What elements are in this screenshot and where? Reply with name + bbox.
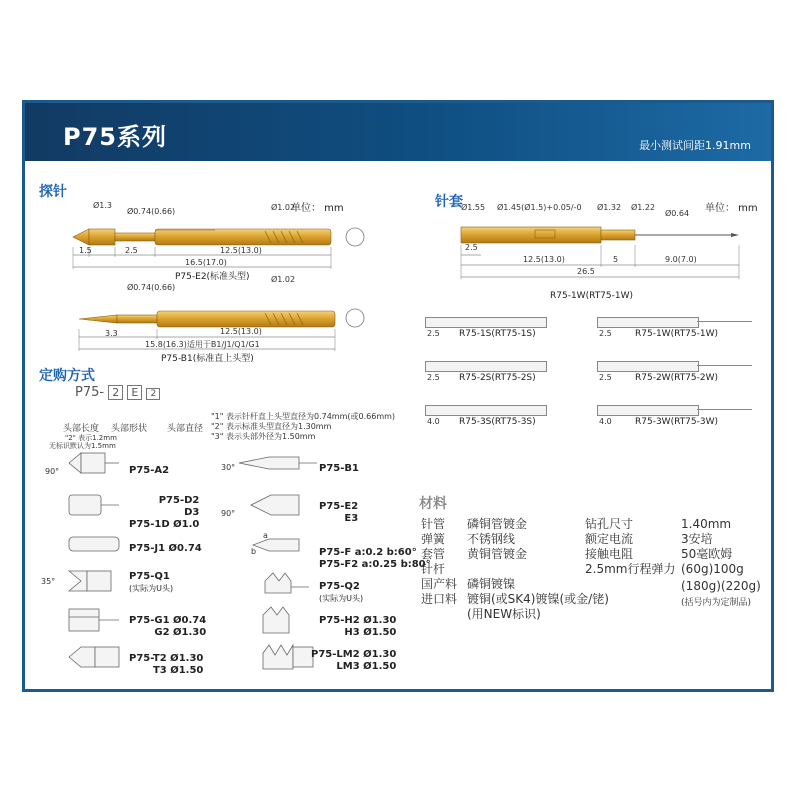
material-row: 针杆 bbox=[421, 562, 446, 576]
b1-total-length: 15.8(16.3)适用于B1/J1/Q1/G1 bbox=[145, 340, 260, 349]
rec-dim-b: 12.5(13.0) bbox=[523, 255, 565, 264]
rec-dim-d: 9.0(7.0) bbox=[665, 255, 697, 264]
title-banner bbox=[25, 103, 771, 161]
rec-dim-c: 5 bbox=[613, 255, 619, 264]
rec-dim-total: 26.5 bbox=[577, 267, 595, 276]
b1-barrel-length: 12.5(13.0) bbox=[220, 327, 262, 336]
material-row: 弹簧 不锈钢线 bbox=[421, 532, 516, 546]
tip-g-label: P75-G1 Ø0.74 G2 Ø1.30 bbox=[129, 615, 207, 638]
variant-2w: 2.5 R75-2W(RT75-2W) bbox=[597, 353, 767, 393]
receptacle-variants bbox=[425, 309, 765, 437]
material-row: 进口料 镀铜(或SK4)镀镍(或金/铑) bbox=[421, 592, 609, 606]
order-code-shape: E bbox=[127, 385, 142, 400]
e2-caption: P75-E2(标准头型) bbox=[175, 272, 250, 282]
custom-note: (括号内为定制品) bbox=[681, 598, 752, 608]
tip-f-label: P75-F a:0.2 b:60° P75-F2 a:0.25 b:80° bbox=[319, 547, 431, 570]
angle-90b: 90° bbox=[221, 509, 236, 518]
spec-row: 额定电流 3安培 bbox=[585, 532, 713, 546]
variant-1s: 2.5 R75-1S(RT75-1S) bbox=[425, 309, 595, 349]
tip-a2-label: P75-A2 bbox=[129, 465, 170, 476]
spec-row: 钻孔尺寸 1.40mm bbox=[585, 517, 732, 531]
angle-b: b bbox=[251, 547, 257, 556]
tip-q2-label: P75-Q2 (实际为U头) bbox=[319, 581, 364, 603]
e2-total-length: 16.5(17.0) bbox=[185, 258, 227, 267]
e2-tip-diameter: Ø1.3 bbox=[93, 201, 113, 210]
probe-unit: 单位： mm bbox=[291, 203, 344, 214]
tip-q1-label: P75-Q1 (实际为U头) bbox=[129, 571, 174, 593]
diameter-option-1: "1" 表示针杆直上头型直径为0.74mm(或0.66mm) bbox=[211, 412, 396, 421]
field-head-shape: 头部形状 bbox=[111, 424, 148, 434]
spec-sheet-frame bbox=[22, 100, 774, 692]
tip-j1-label: P75-J1 Ø0.74 bbox=[129, 543, 202, 554]
specs-list bbox=[585, 517, 744, 577]
b1-barrel-diameter: Ø1.02 bbox=[271, 275, 296, 284]
order-code-length: 2 bbox=[108, 385, 123, 400]
note-length-a: "2" 表示1.2mm bbox=[65, 434, 117, 442]
probe-section-title: 探针 bbox=[39, 184, 67, 200]
b1-caption: P75-B1(标准直上头型) bbox=[161, 354, 254, 364]
field-head-length: 头部长度 bbox=[63, 424, 100, 434]
tip-shape-drawings bbox=[39, 449, 329, 679]
variant-3s: 4.0 R75-3S(RT75-3S) bbox=[425, 397, 595, 437]
material-row: 套管 黄铜管镀金 bbox=[421, 547, 528, 561]
variant-1w: 2.5 R75-1W(RT75-1W) bbox=[597, 309, 767, 349]
order-code bbox=[75, 385, 160, 400]
order-code-prefix: P75- bbox=[75, 385, 105, 400]
b1-tip-length: 3.3 bbox=[105, 329, 118, 338]
diameter-option-2: "2" 表示标准头型直径为1.30mm bbox=[211, 422, 332, 431]
rec-dim-a: 2.5 bbox=[465, 243, 478, 252]
spec-row: 2.5mm行程弹力 (60g)100g bbox=[585, 562, 744, 576]
receptacle-unit: 单位： mm bbox=[705, 203, 758, 214]
tip-e-label: P75-E2 E3 bbox=[319, 501, 359, 524]
rec-d5: Ø0.64 bbox=[665, 209, 690, 218]
material-row: 国产料 磷铜镀镍 bbox=[421, 577, 516, 591]
rec-d3: Ø1.32 bbox=[597, 203, 622, 212]
rec-d2: Ø1.45(Ø1.5)+0.05/-0 bbox=[497, 203, 582, 212]
material-row: (用NEW标识) bbox=[467, 607, 541, 621]
diameter-option-3: "3" 表示头部外径为1.50mm bbox=[211, 432, 316, 441]
materials-section-title: 材料 bbox=[419, 496, 447, 512]
angle-35: 35° bbox=[41, 577, 56, 586]
note-length-b: 无标识默认为1.5mm bbox=[49, 442, 116, 450]
b1-neck-diameter: Ø0.74(0.66) bbox=[127, 283, 176, 292]
e2-barrel-diameter: Ø1.02 bbox=[271, 203, 296, 212]
series-title: P75系列 bbox=[63, 123, 167, 151]
tip-t-label: P75-T2 Ø1.30 T3 Ø1.50 bbox=[129, 653, 204, 676]
receptacle-section-title: 针套 bbox=[435, 194, 463, 210]
rec-d4: Ø1.22 bbox=[631, 203, 656, 212]
angle-90: 90° bbox=[45, 467, 60, 476]
ordering-section-title: 定购方式 bbox=[39, 368, 95, 384]
tip-lm-label: P75-LM2 Ø1.30 LM3 Ø1.50 bbox=[311, 649, 397, 672]
spec-row: 接触电阻 50毫欧姆 bbox=[585, 547, 733, 561]
min-pitch-note: 最小测试间距1.91mm bbox=[639, 139, 751, 152]
spring-force-custom: (180g)(220g) bbox=[681, 579, 761, 593]
field-head-diameter: 头部直径 bbox=[167, 424, 204, 434]
tip-h-label: P75-H2 Ø1.30 H3 Ø1.50 bbox=[319, 615, 397, 638]
variant-3w: 4.0 R75-3W(RT75-3W) bbox=[597, 397, 767, 437]
angle-a: a bbox=[263, 531, 268, 540]
e2-barrel-length: 12.5(13.0) bbox=[220, 246, 262, 255]
e2-neck-length: 2.5 bbox=[125, 246, 138, 255]
tip-b1-label: P75-B1 bbox=[319, 463, 359, 474]
material-row: 针管 磷铜管镀金 bbox=[421, 517, 528, 531]
rec-d1: Ø1.55 bbox=[461, 203, 486, 212]
variant-2s: 2.5 R75-2S(RT75-2S) bbox=[425, 353, 595, 393]
tip-d-label: P75-D2 D3 P75-1D Ø1.0 bbox=[129, 495, 200, 530]
e2-tip-length: 1.5 bbox=[79, 246, 92, 255]
rec-caption: R75-1W(RT75-1W) bbox=[550, 291, 634, 301]
materials-list bbox=[421, 517, 609, 622]
angle-30: 30° bbox=[221, 463, 236, 472]
e2-neck-diameter: Ø0.74(0.66) bbox=[127, 207, 176, 216]
order-code-diameter: 2 bbox=[146, 388, 160, 400]
